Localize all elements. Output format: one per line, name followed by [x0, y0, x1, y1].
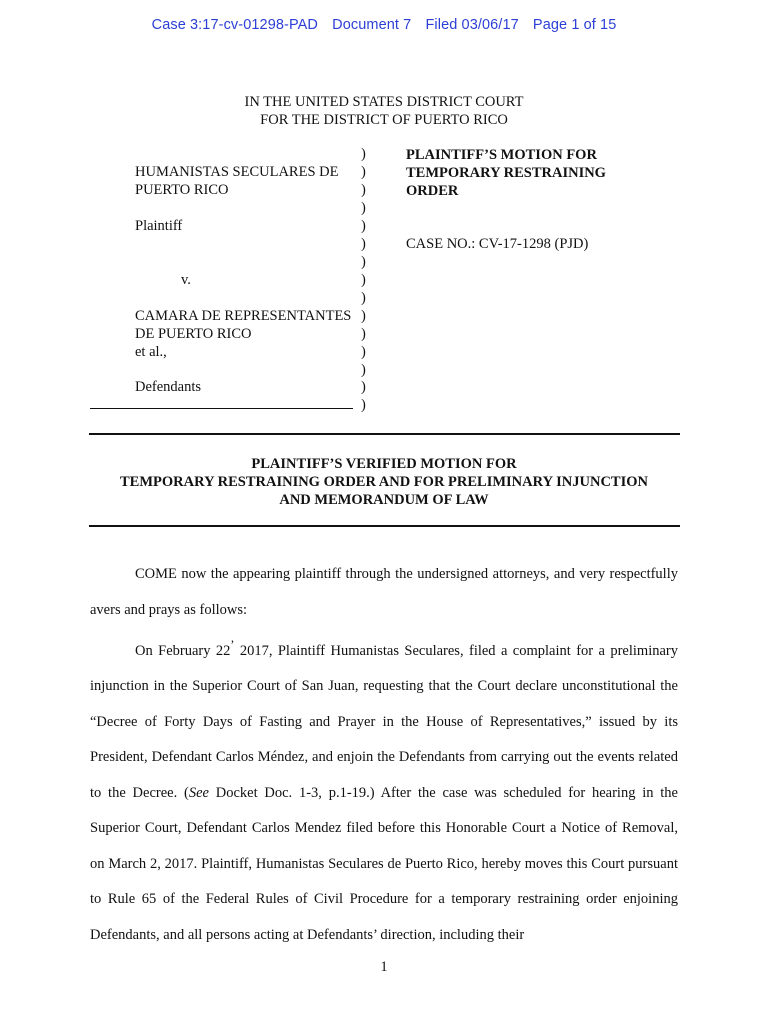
plaintiff-name-line-1: HUMANISTAS SECULARES DE: [135, 164, 339, 180]
document-title-line-3: AND MEMORANDUM OF LAW: [279, 492, 489, 508]
defendant-name-line-1: CAMARA DE REPRESENTANTES: [135, 308, 352, 324]
document-body: [90, 557, 678, 953]
document-number-header: Document 7: [332, 17, 412, 33]
caption-paren: ): [361, 236, 366, 252]
court-line-2: FOR THE DISTRICT OF PUERTO RICO: [260, 112, 508, 128]
plaintiff-name-line-2: PUERTO RICO: [135, 182, 229, 198]
body-paragraph-1: COME now the appearing plaintiff through the undersigned attorneys, and very respectfully avers and prays as follows:: [90, 566, 678, 618]
title-rule-bottom: [89, 525, 680, 527]
court-name: [0, 93, 768, 129]
caption-motion-title: [406, 146, 606, 200]
filed-date-header: Filed 03/06/17: [425, 17, 519, 33]
caption-paren: ): [361, 182, 366, 198]
case-number: CASE NO.: CV-17-1298 (PJD): [406, 236, 589, 252]
document-title-line-1: PLAINTIFF’S VERIFIED MOTION FOR: [251, 456, 517, 472]
title-rule-top: [89, 433, 680, 435]
caption-paren: ): [361, 218, 366, 234]
body-paragraph-2: [90, 628, 678, 953]
page-count-header: Page 1 of 15: [532, 17, 617, 33]
caption-paren: ): [361, 290, 366, 306]
document-title: [0, 455, 768, 509]
defendant-name-line-3: et al.,: [135, 344, 167, 360]
plaintiff-label: Plaintiff: [135, 218, 183, 234]
caption-motion-title-line-2: TEMPORARY RESTRAINING: [406, 165, 606, 181]
versus-label: v.: [181, 272, 191, 288]
caption-paren: ): [361, 272, 366, 288]
body-paragraph-2-end: Docket Doc. 1-3, p.1-19.) After the case was scheduled for hearing in the Superior Court, Defendant Carlos Mendez filed before this Honorable Court a Notice of Removal, on March 2, 2017. Plaintiff, Humanistas Seculares de Puerto Rico, hereby moves this Court pursuant to Rule 65 of the Federal Rules of Civil Procedure for a temporary restraining order enjoining Defendants, and all persons acting at Defendants’ direction, including their: [90, 784, 678, 943]
footnote-mark: ’: [230, 638, 235, 652]
caption-paren: ): [361, 200, 366, 216]
caption-paren: ): [361, 379, 366, 395]
caption-paren: ): [361, 362, 366, 378]
caption-motion-title-line-1: PLAINTIFF’S MOTION FOR: [406, 147, 597, 163]
caption-paren: ): [361, 344, 366, 360]
body-paragraph-2-start: On February 22: [135, 642, 231, 659]
caption-paren: ): [361, 397, 366, 413]
body-paragraph-2-part: 2017, Plaintiff Humanistas Seculares, filed a complaint for a preliminary injunction in the Superior Court of San Juan, requesting that the Court declare unconstitutional the “Decree of Forty Days of Fasting and Prayer in the House of Representatives,” issued by its President, Defendant Carlos Méndez, and enjoin the Defendants from carrying out the events related to the Decree. (: [90, 642, 678, 801]
court-filing-header: [0, 17, 768, 33]
caption-underline: [90, 395, 353, 409]
caption-paren: ): [361, 254, 366, 270]
case-number-header: Case 3:17-cv-01298-PAD: [151, 17, 318, 33]
caption-paren: ): [361, 326, 366, 342]
court-line-1: IN THE UNITED STATES DISTRICT COURT: [244, 94, 524, 110]
page-number: 1: [380, 959, 388, 975]
defendant-label: Defendants: [135, 379, 202, 395]
caption-motion-title-line-3: ORDER: [406, 183, 459, 199]
document-title-line-2: TEMPORARY RESTRAINING ORDER AND FOR PRELIMINARY INJUNCTION: [120, 474, 648, 490]
caption-paren: ): [361, 164, 366, 180]
defendant-name-line-2: DE PUERTO RICO: [135, 326, 252, 342]
caption-paren: ): [361, 146, 366, 162]
caption-paren: ): [361, 308, 366, 324]
see-signal: See: [188, 784, 209, 801]
